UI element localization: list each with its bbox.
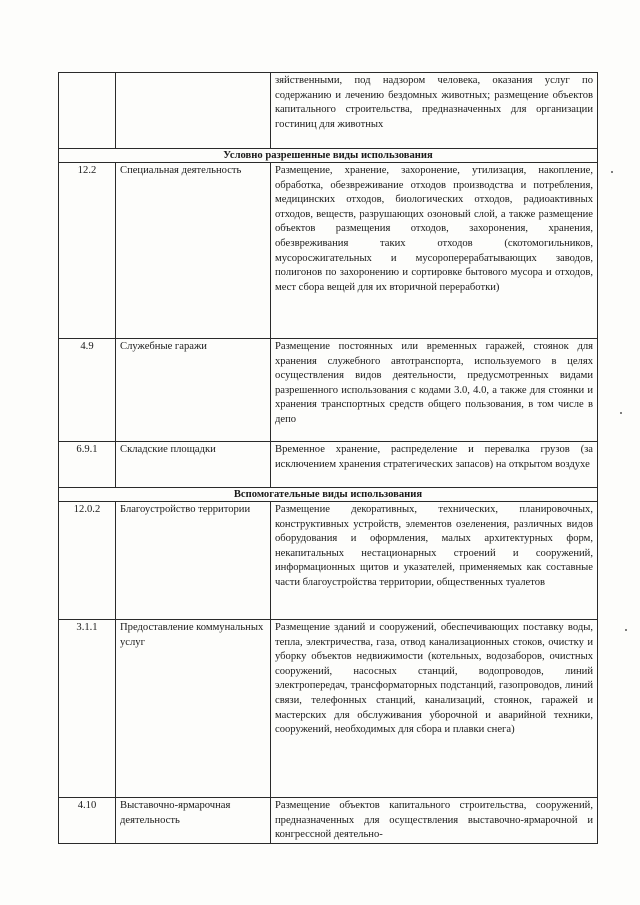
code-cell: 4.10 [59,798,116,844]
code-cell: 3.1.1 [59,620,116,798]
code-cell: 12.0.2 [59,502,116,620]
table-row [59,163,598,339]
scan-speck [611,171,613,173]
table-row [59,502,598,620]
description-cell: Временное хранение, распределение и перевалка грузов (за исключением хранения стратегических запасов) на открытом воздухе [271,442,598,488]
code-cell: 6.9.1 [59,442,116,488]
description-cell: Размещение декоративных, технических, планировочных, конструктивных устройств, элементов озеленения, различных видов оборудования и оформления, малых архитектурных форм, некапитальных нестационарных строений и сооружений, информационных щитов и указателей, применяемых как составные части благоустройства территории, общественных туалетов [271,502,598,620]
name-cell: Специальная деятельность [116,163,271,339]
description-cell: Размещение постоянных или временных гаражей, стоянок для хранения служебного автотранспорта, используемого в целях осуществления видов деятельности, предусмотренных видами разрешенного использования с кодами 3.0, 4.0, а также для стоянки и хранения транспортных средств общего пользования, в том числе в депо [271,339,598,442]
name-cell [116,73,271,149]
description-cell: Размещение объектов капитального строительства, сооружений, предназначенных для осуществления выставочно-ярмарочной и конгрессной деятельно- [271,798,598,844]
description-cell: зяйственными, под надзором человека, оказания услуг по содержанию и лечению бездомных животных; размещение объектов капитального строительства, предназначенных для организации гостиниц для животных [271,73,598,149]
code-cell [59,73,116,149]
name-cell: Предоставление коммунальных услуг [116,620,271,798]
name-cell: Выставочно-ярмарочная деятельность [116,798,271,844]
description-cell: Размещение, хранение, захоронение, утилизация, накопление, обработка, обезвреживание отходов производства и потребления, медицинских отходов, биологических отходов, радиоактивных отходов, веществ, разрушающих озоновый слой, а также размещение объектов размещения отходов, захоронения, хранения, обезвреживания таких отходов (скотомогильников, мусоросжигательных и мусороперерабатывающих заводов, полигонов по захоронению и сортировке бытового мусора и отходов, мест сбора вещей для их вторичной переработки) [271,163,598,339]
section-header [59,149,598,163]
code-cell: 12.2 [59,163,116,339]
table-row [59,620,598,798]
scan-speck [625,629,627,631]
table-row [59,798,598,844]
code-cell: 4.9 [59,339,116,442]
land-use-table [58,72,598,844]
name-cell: Служебные гаражи [116,339,271,442]
scan-speck [620,412,622,414]
description-cell: Размещение зданий и сооружений, обеспечивающих поставку воды, тепла, электричества, газа, отвод канализационных стоков, очистку и уборку объектов недвижимости (котельных, водозаборов, очистных сооружений, насосных станций, водопроводов, линий электропередач, трансформаторных подстанций, газопроводов, линий связи, телефонных станций, канализаций, стоянок, гаражей и мастерских для обслуживания уборочной и аварийной техники, сооружений, необходимых для сбора и плавки снега) [271,620,598,798]
table-row [59,442,598,488]
section-title: Условно разрешенные виды использования [59,149,598,163]
section-title: Вспомогательные виды использования [59,488,598,502]
name-cell: Складские площадки [116,442,271,488]
table-row [59,73,598,149]
table-row [59,339,598,442]
name-cell: Благоустройство территории [116,502,271,620]
section-header [59,488,598,502]
